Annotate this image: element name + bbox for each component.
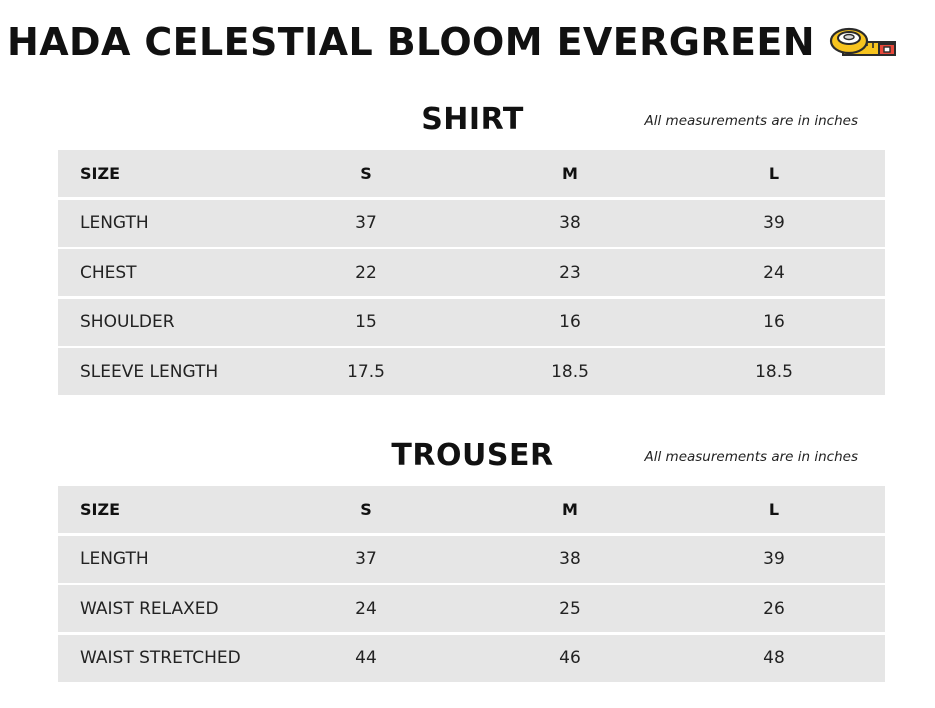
cell-value: 26 [763,598,785,619]
row-label: SLEEVE LENGTH [80,361,219,382]
section-title-trouser: TROUSER [391,438,554,473]
cell-value: 25 [559,598,581,619]
trouser-size-table [58,486,885,682]
table-row [58,348,885,395]
table-row [58,585,885,632]
cell-value: 46 [559,648,581,669]
cell-value: 22 [355,262,377,283]
cell-value: 37 [355,213,377,234]
table-header-row [58,486,885,533]
table-row [58,635,885,682]
cell-value: 18.5 [755,361,793,382]
header-size-s: S [360,500,372,519]
header-size-m: M [562,500,578,519]
cell-value: 38 [559,549,581,570]
shirt-section-heading [0,103,935,137]
measurement-note: All measurements are in inches [644,113,858,129]
header-size-l: L [768,164,780,183]
cell-value: 39 [763,549,785,570]
cell-value: 23 [559,262,581,283]
table-row [58,536,885,583]
row-label: CHEST [80,262,137,283]
cell-value: 17.5 [347,361,385,382]
page-title-text: HADA CELESTIAL BLOOM EVERGREEN [7,20,815,64]
row-label: SHOULDER [80,312,175,333]
cell-value: 16 [559,312,581,333]
table-row [58,249,885,296]
measurement-note: All measurements are in inches [644,449,858,465]
header-size-s: S [360,164,372,183]
header-label: SIZE [80,500,121,519]
row-label: LENGTH [80,213,149,234]
row-label: WAIST STRETCHED [80,648,241,669]
cell-value: 24 [355,598,377,619]
page-title [7,18,897,66]
cell-value: 16 [763,312,785,333]
cell-value: 24 [763,262,785,283]
header-size-m: M [562,164,578,183]
cell-value: 39 [763,213,785,234]
header-label: SIZE [80,164,121,183]
cell-value: 15 [355,312,377,333]
row-label: LENGTH [80,549,149,570]
table-header-row [58,150,885,197]
cell-value: 37 [355,549,377,570]
table-row [58,200,885,247]
shirt-size-table [58,150,885,395]
cell-value: 18.5 [551,361,589,382]
cell-value: 44 [355,648,377,669]
table-row [58,299,885,346]
section-title-shirt: SHIRT [421,102,524,137]
header-size-l: L [768,500,780,519]
row-label: WAIST RELAXED [80,598,219,619]
cell-value: 38 [559,213,581,234]
trouser-section-heading [0,439,935,473]
measuring-tape-icon [829,25,897,59]
cell-value: 48 [763,648,785,669]
